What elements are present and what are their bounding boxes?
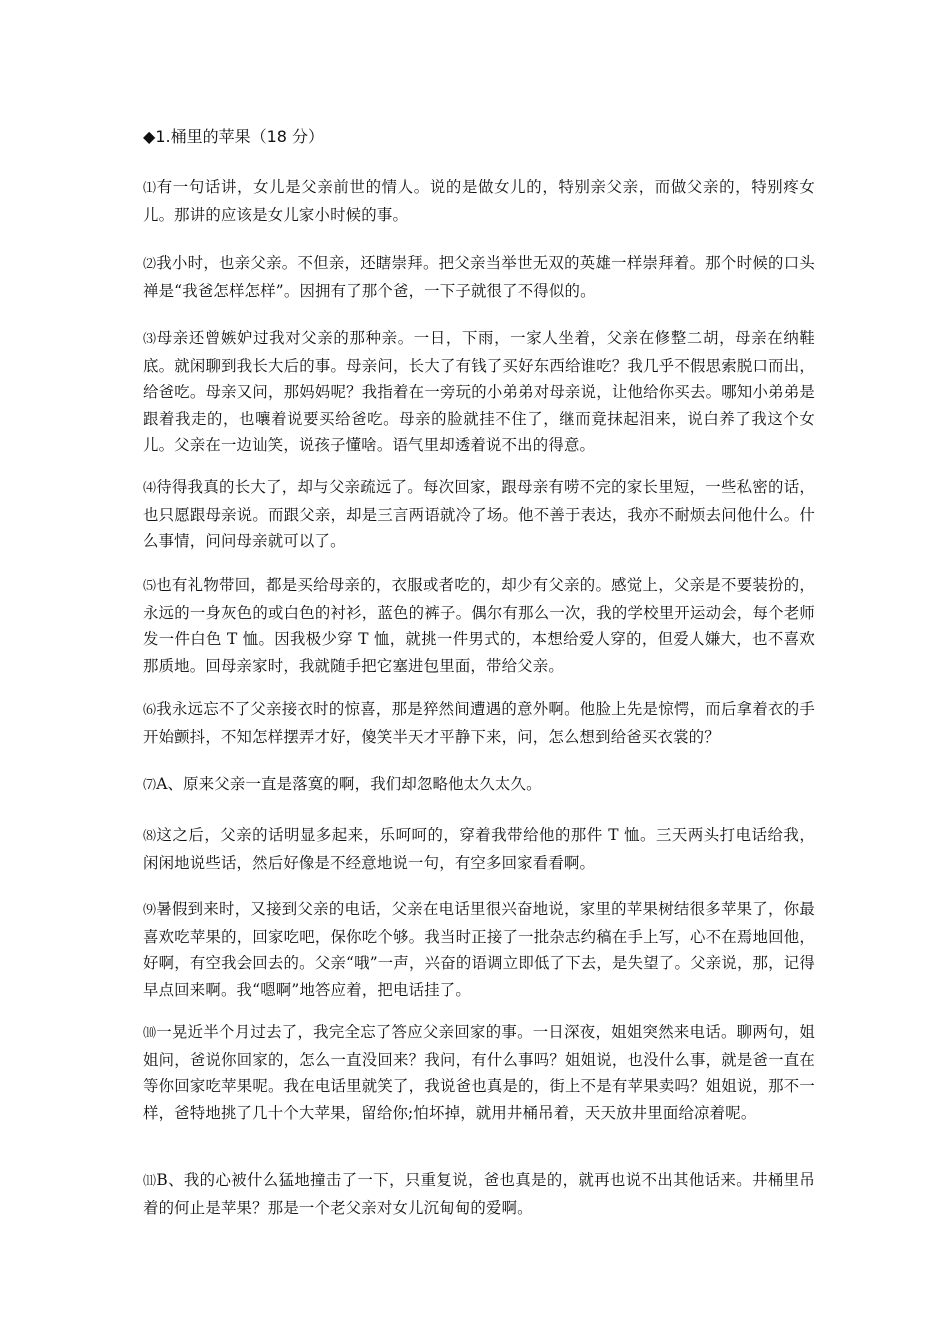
paragraph-9 (143, 896, 815, 1003)
paragraph-number: ⑽ (143, 1026, 157, 1041)
paragraph-7 (143, 771, 815, 799)
paragraph-number: ⑾ (143, 1174, 157, 1189)
paragraph-text: 这之后，父亲的话明显多起来，乐呵呵的，穿着我带给他的那件 T 恤。三天两头打电话给我，闲闲地说些话，然后好像是不经意地说一句，有空多回家看看啊。 (143, 826, 815, 873)
paragraph-4 (143, 474, 815, 555)
paragraph-2 (143, 250, 815, 304)
paragraph-text: 我小时，也亲父亲。不但亲，还瞎崇拜。把父亲当举世无双的英雄一样崇拜着。那个时候的口头禅是“我爸怎样怎样”。因拥有了那个爸，一下子就很了不得似的。 (143, 254, 815, 301)
paragraph-3 (143, 325, 815, 458)
paragraph-text: 暑假到来时，又接到父亲的电话，父亲在电话里很兴奋地说，家里的苹果树结很多苹果了，你最喜欢吃苹果的，回家吃吧，保你吃个够。我当时正接了一批杂志约稿在手上写，心不在焉地回他，好啊，有空我会回去的。父亲“哦”一声，兴奋的语调立即低了下去，是失望了。父亲说，那，记得早点回来啊。我“嗯啊”地答应着，把电话挂了。 (143, 900, 815, 999)
paragraph-text: 母亲还曾嫉妒过我对父亲的那种亲。一日，下雨，一家人坐着，父亲在修整二胡，母亲在纳鞋底。就闲聊到我长大后的事。母亲问，长大了有钱了买好东西给谁吃？我几乎不假思索脱口而出，给爸吃。母亲又问，那妈妈呢？我指着在一旁玩的小弟弟对母亲说，让他给你买去。哪知小弟弟是跟着我走的，也嚷着说要买给爸吃。母亲的脸就挂不住了，继而竟抹起泪来，说白养了我这个女儿。父亲在一边讪笑，说孩子懂啥。语气里却透着说不出的得意。 (143, 329, 816, 454)
paragraph-6 (143, 696, 815, 750)
paragraph-number: ⑼ (143, 903, 157, 918)
paragraph-number: ⑵ (143, 257, 157, 272)
paragraph-11 (143, 1167, 815, 1221)
paragraph-number: ⑴ (143, 181, 157, 196)
paragraph-number: ⑺ (143, 778, 157, 793)
paragraph-text: 有一句话讲，女儿是父亲前世的情人。说的是做女儿的，特别亲父亲，而做父亲的，特别疼女儿。那讲的应该是女儿家小时候的事。 (143, 178, 816, 225)
diamond-bullet-icon: ◆ (143, 127, 156, 146)
paragraph-text: 一晃近半个月过去了，我完全忘了答应父亲回家的事。一日深夜，姐姐突然来电话。聊两句，姐姐问，爸说你回家的，怎么一直没回来？我问，有什么事吗？姐姐说，也没什么事，就是爸一直在等你回家吃苹果呢。我在电话里就笑了，我说爸也真是的，街上不是有苹果卖吗？姐姐说，那不一样，爸特地挑了几十个大苹果，留给你;怕坏掉，就用井桶吊着，天天放井里面给凉着呢。 (143, 1023, 815, 1122)
paragraph-text: 我永远忘不了父亲接衣时的惊喜，那是猝然间遭遇的意外啊。他脸上先是惊愕，而后拿着衣的手开始颤抖，不知怎样摆弄才好，傻笑半天才平静下来，问，怎么想到给爸买衣裳的？ (143, 700, 815, 747)
paragraph-number: ⑹ (143, 703, 157, 718)
paragraph-text: A、原来父亲一直是落寞的啊，我们却忽略他太久太久。 (156, 775, 542, 793)
paragraph-number: ⑶ (143, 332, 157, 347)
question-title (143, 124, 324, 150)
paragraph-5 (143, 572, 815, 679)
paragraph-number: ⑸ (143, 579, 157, 594)
paragraph-10 (143, 1019, 815, 1126)
paragraph-number: ⑷ (143, 481, 157, 496)
paragraph-8 (143, 822, 815, 876)
paragraph-text: 待得我真的长大了，却与父亲疏远了。每次回家，跟母亲有唠不完的家长里短，一些私密的话，也只愿跟母亲说。而跟父亲，却是三言两语就冷了场。他不善于表达，我亦不耐烦去问他什么。什么事情，问问母亲就可以了。 (143, 478, 815, 551)
paragraph-text: 也有礼物带回，都是买给母亲的，衣服或者吃的，却少有父亲的。感觉上，父亲是不要装扮的，永远的一身灰色的或白色的衬衫，蓝色的裤子。偶尔有那么一次，我的学校里开运动会，每个老师发一件白色 T 恤。因我极少穿 T 恤，就挑一件男式的，本想给爱人穿的，但爱人嫌大，也不喜欢那质地。回母亲家时，我就随手把它塞进包里面，带给父亲。 (143, 576, 815, 675)
paragraph-number: ⑻ (143, 829, 157, 844)
question-title-text: 1.桶里的苹果（18 分） (155, 127, 325, 146)
paragraph-text: B、我的心被什么猛地撞击了一下，只重复说，爸也真是的，就再也说不出其他话来。井桶里吊着的何止是苹果？那是一个老父亲对女儿沉甸甸的爱啊。 (143, 1171, 816, 1218)
paragraph-1 (143, 174, 815, 228)
